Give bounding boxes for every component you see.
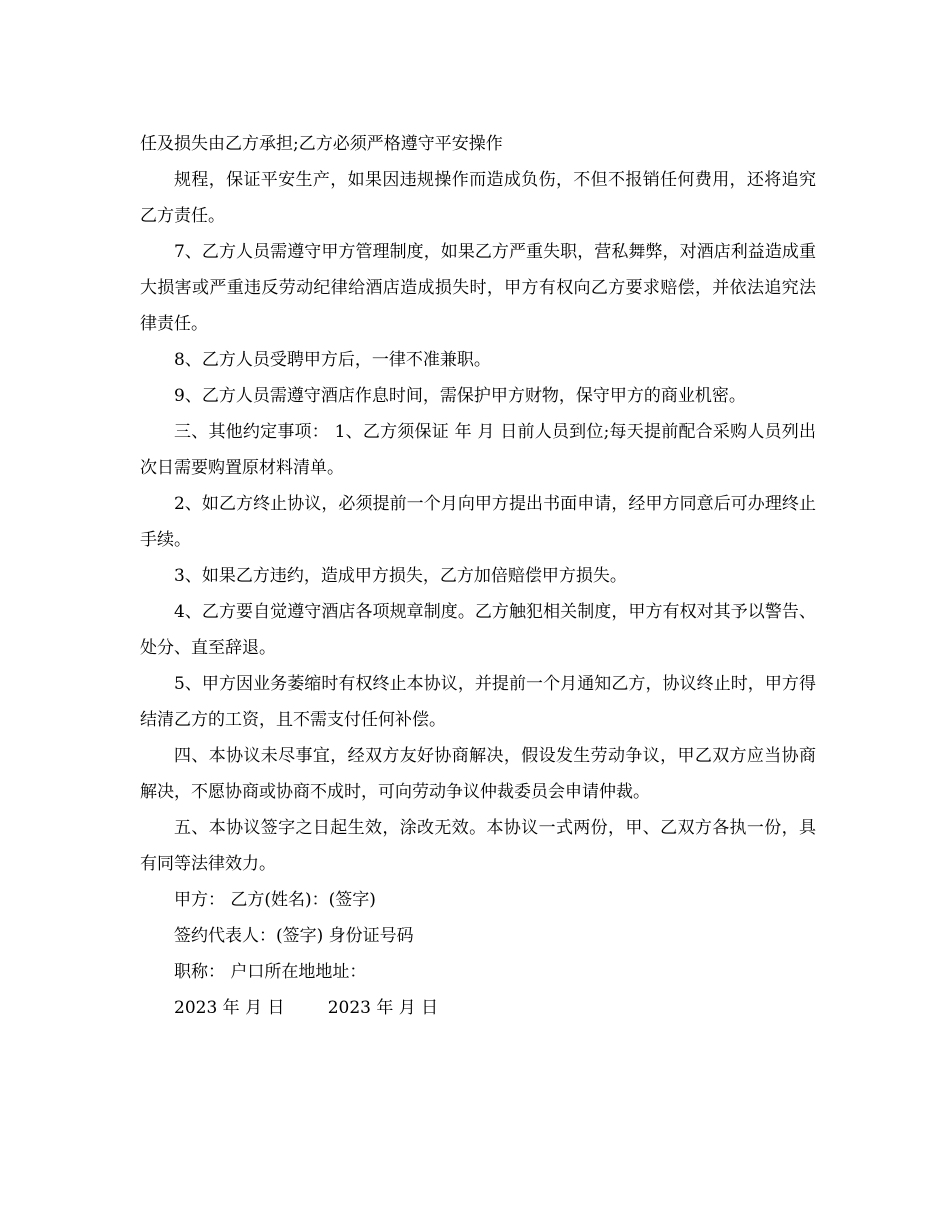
document-body	[140, 126, 816, 1026]
paragraph-section-4: 四、本协议未尽事宜，经双方友好协商解决，假设发生劳动争议，甲乙双方应当协商解决，不愿协商或协商不成时，可向劳动争议仲裁委员会申请仲裁。	[140, 746, 816, 802]
paragraph-section-5: 五、本协议签字之日起生效，涂改无效。本协议一式两份，甲、乙双方各执一份，具有同等法律效力。	[140, 818, 816, 874]
signature-representative: 签约代表人：(签字) 身份证号码	[174, 926, 414, 946]
paragraph-section-3-item-4: 4、乙方要自觉遵守酒店各项规章制度。乙方触犯相关制度，甲方有权对其予以警告、处分、直至辞退。	[140, 602, 816, 658]
paragraph-safety-rules: 规程，保证平安生产，如果因违规操作而造成负伤，不但不报销任何费用，还将追究乙方责任。	[140, 170, 816, 226]
paragraph-section-3-item-2: 2、如乙方终止协议，必须提前一个月向甲方提出书面申请，经甲方同意后可办理终止手续。	[140, 494, 816, 550]
paragraph-section-3-item-5: 5、甲方因业务萎缩时有权终止本协议，并提前一个月通知乙方，协议终止时，甲方得结清乙方的工资，且不需支付任何补偿。	[140, 674, 816, 730]
paragraph-continuation: 任及损失由乙方承担;乙方必须严格遵守平安操作	[140, 134, 503, 154]
paragraph-clause-8: 8、乙方人员受聘甲方后，一律不准兼职。	[174, 350, 491, 370]
signature-dates: 2023 年 月 日 2023 年 月 日	[174, 998, 439, 1018]
paragraph-clause-9: 9、乙方人员需遵守酒店作息时间，需保护甲方财物，保守甲方的商业机密。	[174, 386, 746, 406]
paragraph-section-3-item-3: 3、如果乙方违约，造成甲方损失，乙方加倍赔偿甲方损失。	[174, 566, 627, 586]
signature-parties: 甲方： 乙方(姓名)：(签字)	[174, 890, 376, 910]
signature-title-address: 职称： 户口所在地地址：	[174, 962, 367, 982]
paragraph-clause-7: 7、乙方人员需遵守甲方管理制度，如果乙方严重失职，营私舞弊，对酒店利益造成重大损害或严重违反劳动纪律给酒店造成损失时，甲方有权向乙方要求赔偿，并依法追究法律责任。	[140, 242, 816, 334]
paragraph-section-3-item-1: 三、其他约定事项： 1、乙方须保证 年 月 日前人员到位;每天提前配合采购人员列出次日需要购置原材料清单。	[140, 422, 816, 478]
